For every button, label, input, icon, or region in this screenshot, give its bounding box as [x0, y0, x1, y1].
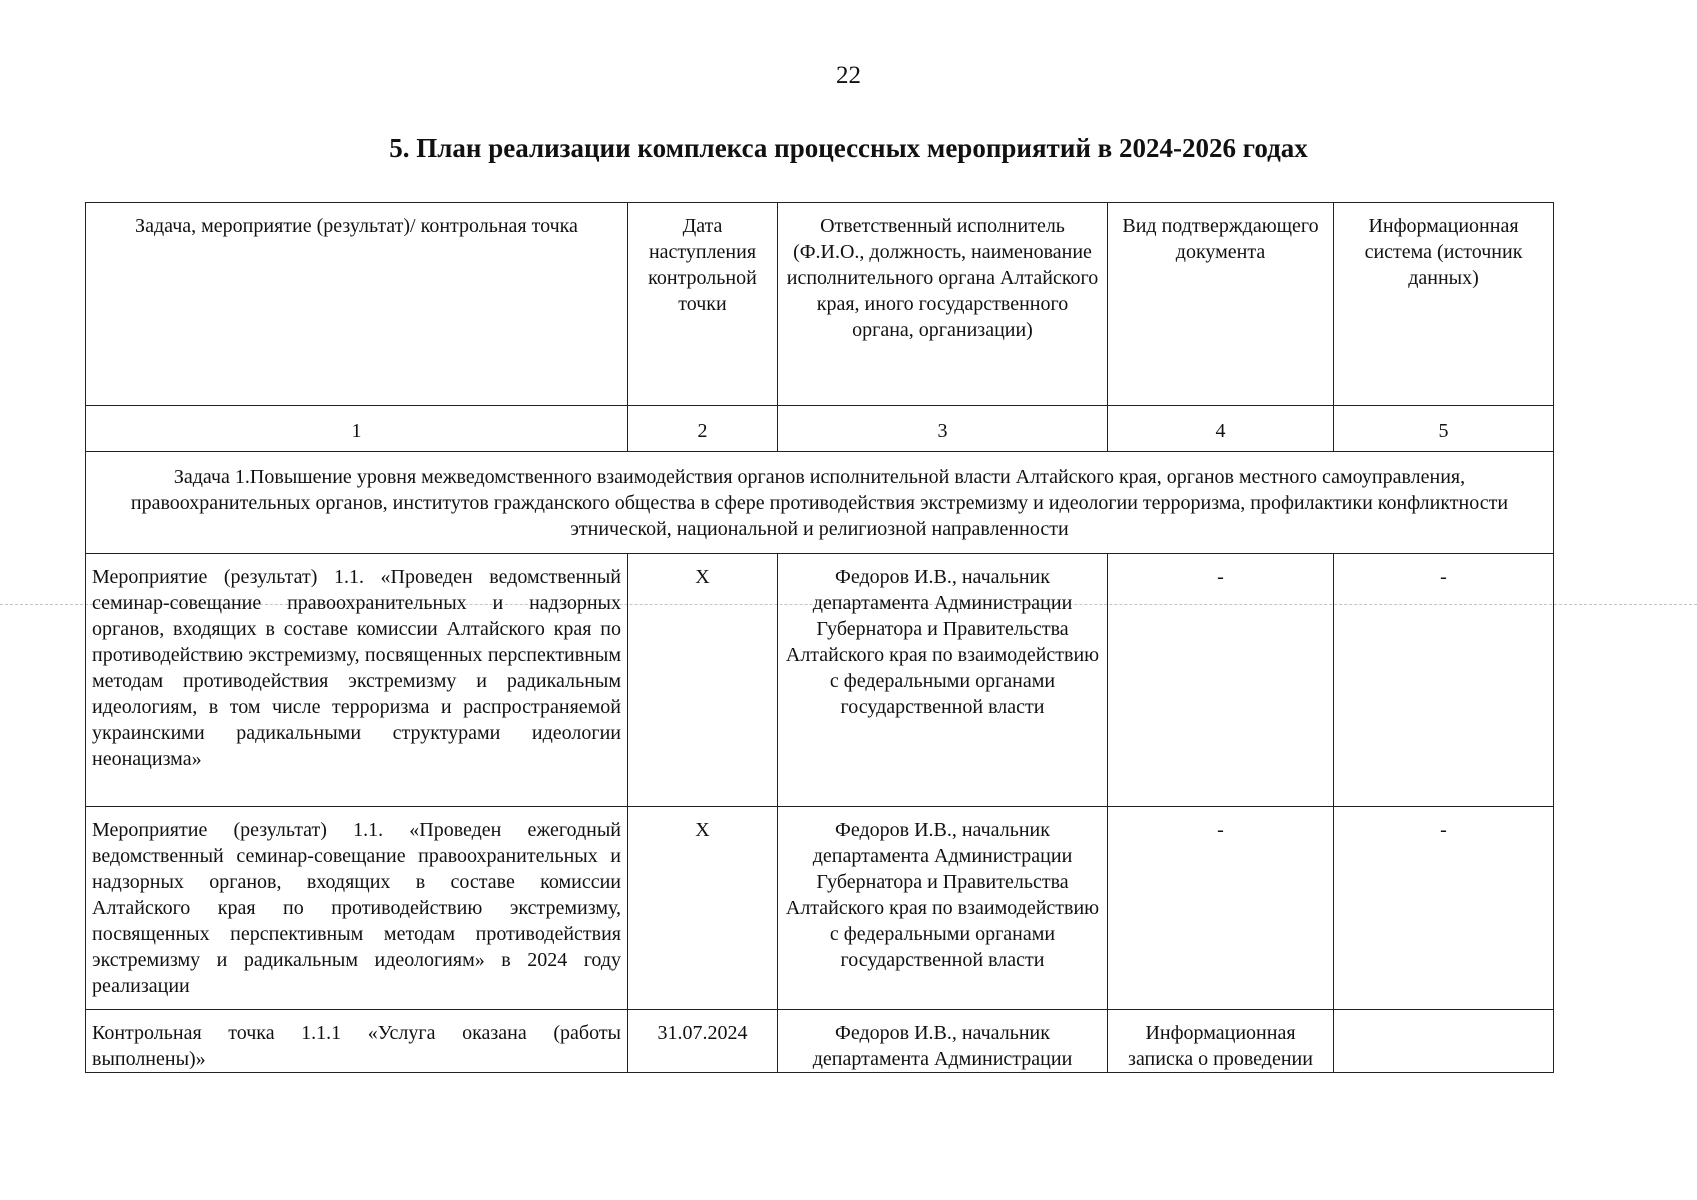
header-responsible: Ответственный исполнитель (Ф.И.О., должность, наименование исполнительного органа Алтайского края, иного государственного органа, организации) [778, 203, 1108, 406]
header-document: Вид подтверждающего документа [1108, 203, 1334, 406]
event-cell: Мероприятие (результат) 1.1. «Проведен ведомственный семинар-совещание правоохранительных и надзорных органов, входящих в составе комиссии Алтайского края по противодействию экстремизму, посвященных перспективным методам противодействия экстремизму и радикальным идеологиям, в том числе терроризма и распространяемой украинскими радикальными структурами идеологии неонацизма» [86, 554, 628, 807]
system-cell: - [1334, 554, 1554, 807]
date-cell: X [628, 807, 778, 1010]
column-number: 3 [778, 406, 1108, 452]
header-task: Задача, мероприятие (результат)/ контрольная точка [86, 203, 628, 406]
task-text: Задача 1.Повышение уровня межведомственного взаимодействия органов исполнительной власти Алтайского края, органов местного самоуправления, правоохранительных органов, институтов гражданского общества в сфере противодействия экстремизму и идеологии терроризма, профилактики конфликтности этнической, национальной и религиозной направленности [86, 452, 1554, 554]
system-cell: - [1334, 807, 1554, 1010]
table-row [86, 554, 1554, 807]
responsible-cell: Федоров И.В., начальник департамента Администрации Губернатора и Правительства Алтайского края по взаимодействию с федеральными органами государственной власти [778, 807, 1108, 1010]
document-cell: - [1108, 554, 1334, 807]
date-cell: 31.07.2024 [628, 1010, 778, 1073]
plan-table [85, 202, 1554, 1073]
header-system: Информационная система (источник данных) [1334, 203, 1554, 406]
event-cell: Мероприятие (результат) 1.1. «Проведен ежегодный ведомственный семинар-совещание правоохранительных и надзорных органов, входящих в составе комиссии Алтайского края по противодействию экстремизму, посвященных перспективным методам противодействия экстремизму и радикальным идеологиям» в 2024 году реализации [86, 807, 628, 1010]
date-cell: X [628, 554, 778, 807]
column-number: 5 [1334, 406, 1554, 452]
event-cell: Контрольная точка 1.1.1 «Услуга оказана (работы выполнены)» [86, 1010, 628, 1073]
column-number: 4 [1108, 406, 1334, 452]
system-cell [1334, 1010, 1554, 1073]
column-number-row [86, 406, 1554, 452]
column-number: 2 [628, 406, 778, 452]
header-date: Дата наступления контрольной точки [628, 203, 778, 406]
document-cell: Информационная записка о проведении [1108, 1010, 1334, 1073]
responsible-cell: Федоров И.В., начальник департамента Администрации Губернатора и Правительства Алтайского края по взаимодействию с федеральными органами государственной власти [778, 554, 1108, 807]
table-row [86, 1010, 1554, 1073]
responsible-cell: Федоров И.В., начальник департамента Администрации [778, 1010, 1108, 1073]
column-number: 1 [86, 406, 628, 452]
table-header-row [86, 203, 1554, 406]
task-row [86, 452, 1554, 554]
document-title: 5. План реализации комплекса процессных мероприятий в 2024-2026 годах [389, 133, 1308, 163]
page-number: 22 [836, 62, 861, 89]
table-row [86, 807, 1554, 1010]
document-cell: - [1108, 807, 1334, 1010]
